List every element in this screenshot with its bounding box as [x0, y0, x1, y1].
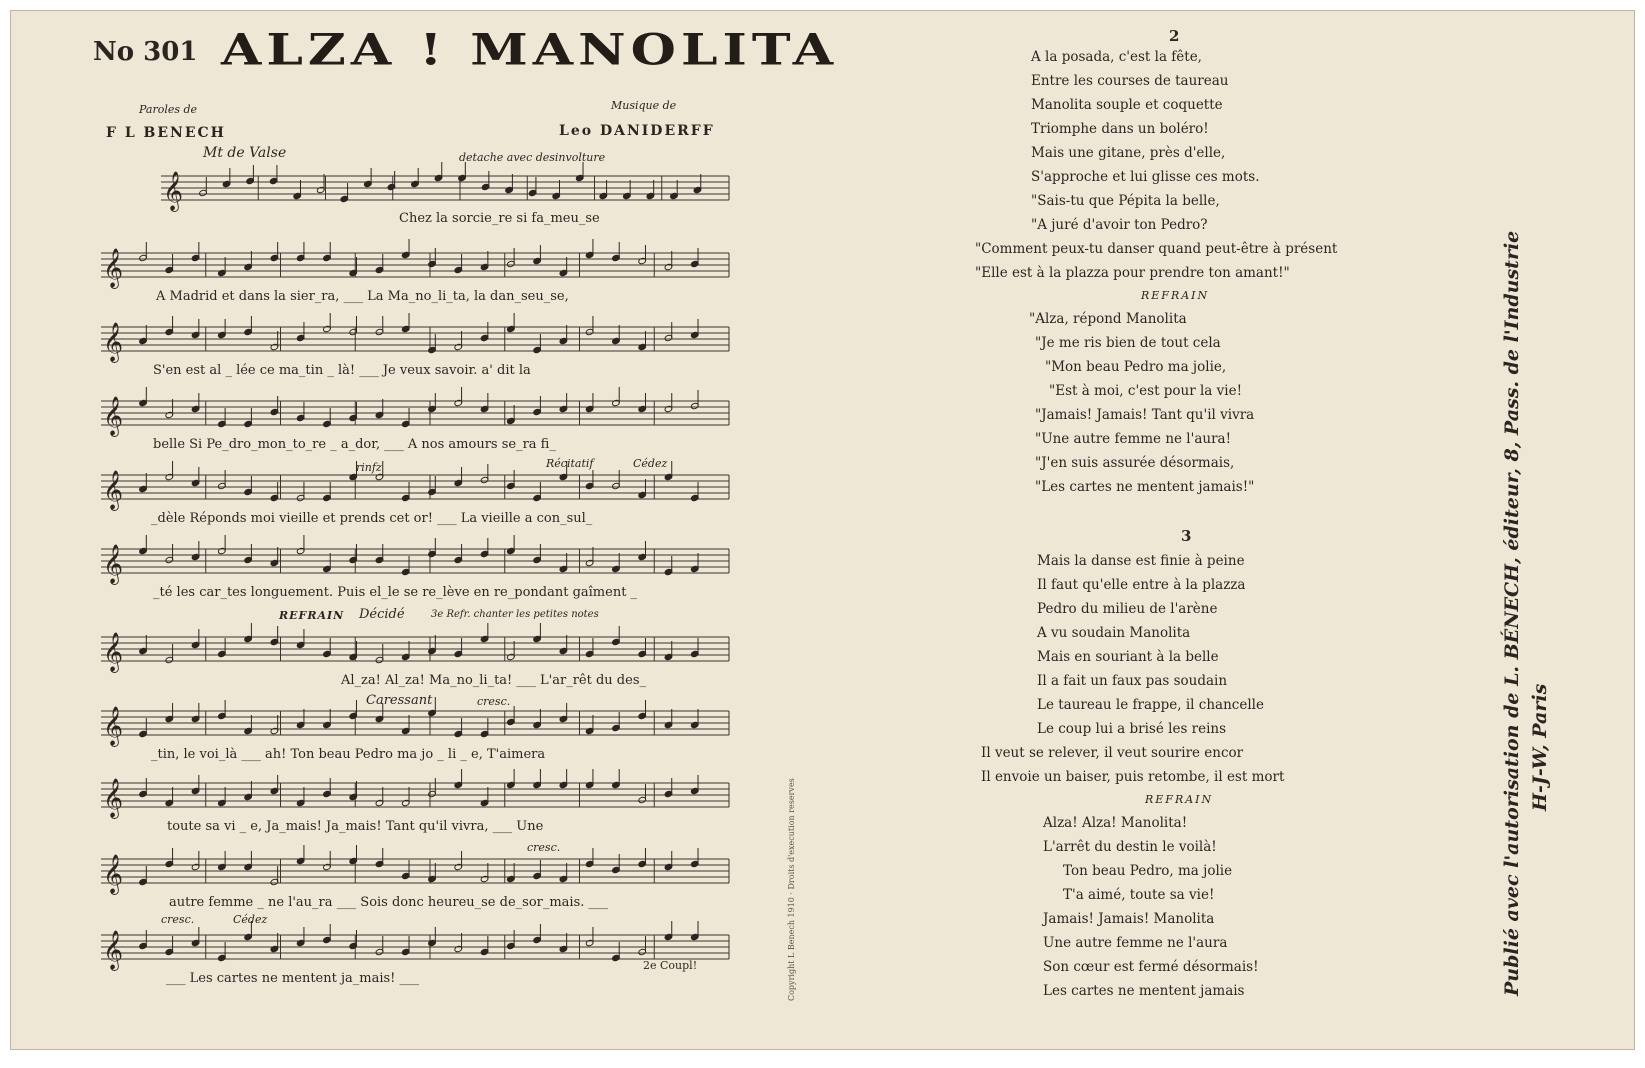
staff [101, 623, 729, 673]
verse-line: Il envoie un baiser, puis retombe, il est mort [981, 769, 1285, 785]
verse-line: Pedro du milieu de l'arène [1037, 601, 1218, 617]
refrain-line: T'a aimé, toute sa vie! [1063, 887, 1215, 903]
score-lyric: autre femme _ ne l'au_ra ___ Sois donc heureu_se de_sor_mais. ___ [169, 895, 609, 910]
refrain-line: "Jamais! Jamais! Tant qu'il vivra [1035, 407, 1255, 423]
refrain-line: "Les cartes ne mentent jamais!" [1035, 479, 1255, 495]
refrain-line: "Une autre femme ne l'aura! [1035, 431, 1232, 447]
score-marking: cresc. [161, 913, 195, 926]
verse-line: Il a fait un faux pas soudain [1037, 673, 1228, 689]
score-marking: Cédez [233, 913, 268, 926]
score-lyric: A Madrid et dans la sier_ra, ___ La Ma_no_li_ta, la dan_seu_se, [156, 289, 569, 304]
staff [101, 697, 729, 747]
verse-line: A vu soudain Manolita [1037, 625, 1191, 641]
treble-clef-icon: 𝄞 [103, 544, 124, 584]
refrain-line: Alza! Alza! Manolita! [1043, 815, 1188, 831]
verse-line: Mais en souriant à la belle [1037, 649, 1219, 665]
song-number: No 301 [93, 37, 198, 67]
score-lyric: Chez la sorcie_re si fa_meu_se [399, 211, 600, 226]
verse-line: Il faut qu'elle entre à la plazza [1037, 577, 1246, 593]
score-marking: Caressant [366, 693, 433, 708]
score-marking: detache avec desinvolture [459, 151, 606, 164]
staff [101, 535, 729, 585]
score-lyric: S'en est al _ lée ce ma_tin _ là! ___ Je veux savoir. a' dit la [153, 363, 531, 378]
score-marking: 3e Refr. chanter les petites notes [431, 609, 599, 620]
score-marking: cresc. [527, 841, 561, 854]
score-lyric: _té les car_tes longuement. Puis el_le se re_lève en re_pondant gaîment _ [153, 585, 638, 600]
score-lyric: _tin, le voi_là ___ ah! Ton beau Pedro ma jo _ li _ e, T'aimera [151, 747, 546, 762]
treble-clef-icon: 𝄞 [103, 706, 124, 746]
verse-line: A la posada, c'est la fête, [1031, 49, 1202, 65]
refrain-line: L'arrêt du destin le voilà! [1043, 839, 1217, 855]
treble-clef-icon: 𝄞 [163, 171, 184, 211]
score-lyric: ___ Les cartes ne mentent ja_mais! ___ [166, 971, 420, 986]
staff [101, 921, 729, 971]
score-lyric: _dèle Réponds moi vieille et prends cet or! ___ La vieille a con_sul_ [151, 511, 593, 526]
refrain-line: Ton beau Pedro, ma jolie [1063, 863, 1233, 879]
refrain-marking: REFRAIN [279, 609, 345, 622]
score-lyric: toute sa vi _ e, Ja_mais! Ja_mais! Tant qu'il vivra, ___ Une [167, 819, 544, 834]
refrain-line: Son cœur est fermé désormais! [1043, 959, 1259, 975]
score-marking: 2e Coupl! [643, 959, 698, 972]
treble-clef-icon: 𝄞 [103, 778, 124, 818]
treble-clef-icon: 𝄞 [103, 470, 124, 510]
verse-line: Mais une gitane, près d'elle, [1031, 145, 1226, 161]
composer-name: Leo DANIDERFF [559, 123, 715, 139]
score-marking: Cédez [633, 457, 668, 470]
verses-column [975, 27, 1461, 1049]
lyricist-name: F L BENECH [106, 125, 226, 141]
score-marking: Décidé [359, 607, 405, 622]
score-marking: Récitatif [546, 457, 594, 470]
verse-line: Mais la danse est finie à peine [1037, 553, 1245, 569]
score-lyric: Al_za! Al_za! Ma_no_li_ta! ___ L'ar_rêt du des_ [341, 673, 646, 688]
publisher-address: H-J-W, Paris [1529, 683, 1551, 811]
verse-line: Triomphe dans un boléro! [1031, 121, 1209, 137]
staff [101, 313, 729, 363]
copyright-notice: Copyright L Benech 1910 · Droits d'execution reserves [787, 778, 796, 1001]
song-title: ALZA ! MANOLITA [221, 25, 839, 76]
refrain-line: Une autre femme ne l'aura [1043, 935, 1228, 951]
score-lyric: belle Si Pe_dro_mon_to_re _ a_dor, ___ A nos amours se_ra fi_ [153, 437, 556, 452]
refrain-line: "Je me ris bien de tout cela [1035, 335, 1221, 351]
refrain-label: REFRAIN [1141, 289, 1210, 302]
refrain-line: "Mon beau Pedro ma jolie, [1045, 359, 1227, 375]
publisher-notice: Publié avec l'autorisation de L. BÉNECH, éditeur, 8, Pass. de l'Industrie [1501, 230, 1523, 996]
treble-clef-icon: 𝄞 [103, 248, 124, 288]
staff [101, 769, 729, 819]
verse-line: "A juré d'avoir ton Pedro? [1031, 217, 1208, 233]
verse-line: Manolita souple et coquette [1031, 97, 1223, 113]
refrain-line: Les cartes ne mentent jamais [1043, 983, 1245, 999]
staff [101, 461, 729, 511]
verse-number: 3 [1181, 527, 1192, 545]
treble-clef-icon: 𝄞 [103, 322, 124, 362]
postcard [10, 10, 1635, 1050]
refrain-line: "Alza, répond Manolita [1029, 311, 1187, 327]
refrain-line: Jamais! Jamais! Manolita [1043, 911, 1215, 927]
score-marking: cresc. [477, 695, 511, 708]
treble-clef-icon: 𝄞 [103, 930, 124, 970]
lyricist-caption: Paroles de [139, 103, 198, 116]
verse-line: Le taureau le frappe, il chancelle [1037, 697, 1264, 713]
score-marking: rinfz [356, 461, 382, 474]
treble-clef-icon: 𝄞 [103, 632, 124, 672]
staff [101, 239, 729, 289]
verse-line: Entre les courses de taureau [1031, 73, 1229, 89]
verse-line: "Comment peux-tu danser quand peut-être à présent [975, 241, 1338, 257]
refrain-label: REFRAIN [1145, 793, 1214, 806]
verse-line: Le coup lui a brisé les reins [1037, 721, 1227, 737]
verse-line: "Elle est à la plazza pour prendre ton amant!" [975, 265, 1290, 281]
refrain-line: "J'en suis assurée désormais, [1035, 455, 1235, 471]
staff [161, 162, 729, 212]
staff [101, 387, 729, 437]
verse-line: "Sais-tu que Pépita la belle, [1031, 193, 1220, 209]
composer-caption: Musique de [611, 99, 677, 112]
verse-line: S'approche et lui glisse ces mots. [1031, 169, 1260, 185]
refrain-line: "Est à moi, c'est pour la vie! [1049, 383, 1243, 399]
treble-clef-icon: 𝄞 [103, 396, 124, 436]
treble-clef-icon: 𝄞 [103, 854, 124, 894]
staff [101, 845, 729, 895]
verse-line: Il veut se relever, il veut sourire encor [981, 745, 1244, 761]
verse-number: 2 [1169, 27, 1180, 45]
tempo-marking: Mt de Valse [203, 145, 287, 161]
